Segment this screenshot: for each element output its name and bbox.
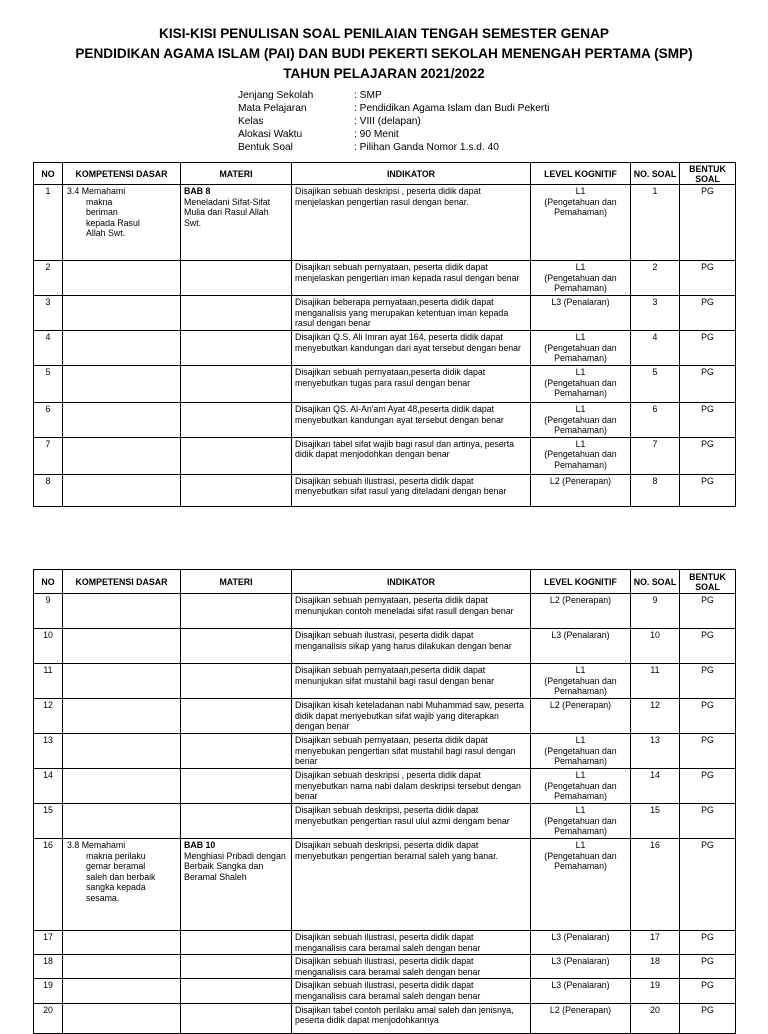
cell-materi xyxy=(181,664,292,699)
cell-indikator: Disajikan sebuah deskripsi , peserta didik dapat menjelaskan pengertian rasul dengan benar. xyxy=(292,185,531,261)
kd-text: beriman xyxy=(86,207,118,218)
cell-indikator: Disajikan sebuah ilustrasi, peserta didik dapat menganalisis cara beramal saleh dengan benar xyxy=(292,955,531,979)
kd-text: sangka kepada xyxy=(86,882,146,893)
table-row xyxy=(34,734,736,769)
document-title-line-3: TAHUN PELAJARAN 2021/2022 xyxy=(283,66,485,81)
cell-materi xyxy=(181,437,292,474)
cell-no: 9 xyxy=(34,594,63,629)
cell-no-soal: 14 xyxy=(631,769,680,804)
cell-no: 17 xyxy=(34,931,63,955)
info-label: Bentuk Soal xyxy=(238,142,293,153)
cell-no: 16 xyxy=(34,839,63,931)
table-row xyxy=(34,261,736,296)
cell-level-kognitif xyxy=(531,331,631,366)
level-text: (Pengetahuan dan xyxy=(544,675,617,686)
kd-first-line xyxy=(67,840,177,851)
table-row xyxy=(34,629,736,664)
cell-bentuk-soal: PG xyxy=(680,979,736,1003)
cell-materi xyxy=(181,804,292,839)
level-text: L2 (Penerapan) xyxy=(549,1004,612,1015)
cell-kompetensi-dasar xyxy=(63,734,181,769)
cell-kompetensi-dasar xyxy=(63,979,181,1003)
cell-kompetensi-dasar xyxy=(63,366,181,403)
cell-bentuk-soal: PG xyxy=(680,331,736,366)
cell-indikator: Disajikan kisah keteladanan nabi Muhammad saw, peserta didik dapat menyebutkan sifat wajib yang diterapkan dengan benar xyxy=(292,699,531,734)
cell-materi xyxy=(181,403,292,438)
header-kompetensi-dasar: KOMPETENSI DASAR xyxy=(63,570,181,594)
level-text: L1 xyxy=(575,770,586,780)
level-text: (Pengetahuan dan xyxy=(544,850,617,861)
cell-level-kognitif xyxy=(531,296,631,331)
cell-indikator: Disajikan sebuah deskripsi , peserta didik dapat menyebutkan nama nabi dalam deskripsi tersebut dengan benar xyxy=(292,769,531,804)
table-row xyxy=(34,331,736,366)
level-text: L1 xyxy=(575,805,586,815)
cell-no: 12 xyxy=(34,699,63,734)
level-text: (Pengetahuan dan xyxy=(544,377,617,388)
cell-level-kognitif xyxy=(531,437,631,474)
materi-text: Meneladani Sifat-Sifat Mulia dari Rasul Allah Swt. xyxy=(184,196,271,228)
level-text: Pemahaman) xyxy=(554,283,607,294)
cell-bentuk-soal: PG xyxy=(680,296,736,331)
cell-bentuk-soal: PG xyxy=(680,437,736,474)
cell-indikator: Disajikan sebuah pernyataan, peserta didik dapat menyebukan pengertian sifat mustahil bagi rasul dengan benar xyxy=(292,734,531,769)
cell-indikator: Disajikan tabel sifat wajib bagi rasul dan artinya, peserta didik dapat menjodohkan dengan benar xyxy=(292,437,531,474)
header-materi: MATERI xyxy=(181,570,292,594)
header-bentuk-soal: BENTUK SOAL xyxy=(680,163,736,185)
cell-indikator: Disajikan sebuah pernyataan, peserta didik dapat menjelaskan pengertian iman kepada rasul dengan benar xyxy=(292,261,531,296)
cell-materi xyxy=(181,366,292,403)
cell-level-kognitif xyxy=(531,1003,631,1033)
header-bentuk-soal: BENTUK SOAL xyxy=(680,570,736,594)
level-text: L1 xyxy=(575,332,586,342)
cell-bentuk-soal: PG xyxy=(680,839,736,931)
level-text: (Pengetahuan dan xyxy=(544,449,617,460)
cell-materi xyxy=(181,296,292,331)
table-row xyxy=(34,296,736,331)
level-text: (Pengetahuan dan xyxy=(544,815,617,826)
cell-no-soal: 16 xyxy=(631,839,680,931)
cell-level-kognitif xyxy=(531,839,631,931)
cell-no: 18 xyxy=(34,955,63,979)
cell-materi xyxy=(181,979,292,1003)
cell-level-kognitif xyxy=(531,474,631,506)
info-row-jenjang xyxy=(238,89,549,102)
level-text: L2 (Penerapan) xyxy=(549,700,612,710)
table-row xyxy=(34,1003,736,1033)
level-text: Pemahaman) xyxy=(554,388,607,399)
cell-bentuk-soal: PG xyxy=(680,769,736,804)
level-text: L3 (Penalaran) xyxy=(551,630,610,640)
cell-level-kognitif xyxy=(531,261,631,296)
cell-materi xyxy=(181,261,292,296)
info-row-mapel xyxy=(238,102,549,115)
kd-text: Memahami xyxy=(81,186,126,196)
table-row xyxy=(34,839,736,931)
level-text: (Pengetahuan dan xyxy=(544,272,617,283)
cell-bentuk-soal: PG xyxy=(680,664,736,699)
info-value: : Pilihan Ganda Nomor 1.s.d. 40 xyxy=(354,142,499,153)
table-row xyxy=(34,664,736,699)
cell-materi xyxy=(181,839,292,931)
info-row-alokasi xyxy=(238,128,549,141)
table-row xyxy=(34,403,736,438)
cell-no-soal: 19 xyxy=(631,979,680,1003)
cell-kompetensi-dasar xyxy=(63,664,181,699)
cell-bentuk-soal: PG xyxy=(680,699,736,734)
cell-level-kognitif xyxy=(531,804,631,839)
cell-no: 2 xyxy=(34,261,63,296)
level-text: L3 (Penalaran) xyxy=(551,980,610,991)
cell-kompetensi-dasar xyxy=(63,931,181,955)
cell-bentuk-soal: PG xyxy=(680,629,736,664)
cell-kompetensi-dasar xyxy=(63,839,181,931)
level-text: Pemahaman) xyxy=(554,791,607,802)
cell-indikator: Disajikan Q.S. Ali Imran ayat 164, peserta didik dapat menyebutkan kandungan dari ayat tersebut dengan benar xyxy=(292,331,531,366)
cell-no-soal: 4 xyxy=(631,331,680,366)
cell-materi xyxy=(181,594,292,629)
cell-no-soal: 1 xyxy=(631,185,680,261)
cell-indikator: Disajikan sebuah deskripsi, peserta didik dapat menyebutkan pengertian rasul ulul azmi dengam benar xyxy=(292,804,531,839)
level-text: Pemahaman) xyxy=(554,756,607,767)
kd-text: sesama. xyxy=(86,892,120,903)
cell-indikator: Disajikan sebuah pernyataan, peserta didik dapat menunjukan contoh meneladai sifat rasull dengan benar xyxy=(292,594,531,629)
cell-kompetensi-dasar xyxy=(63,955,181,979)
table-row xyxy=(34,979,736,1003)
cell-no-soal: 7 xyxy=(631,437,680,474)
cell-no: 11 xyxy=(34,664,63,699)
cell-no: 19 xyxy=(34,979,63,1003)
cell-materi xyxy=(181,769,292,804)
kd-text: saleh dan berbaik xyxy=(86,871,156,882)
cell-no-soal: 12 xyxy=(631,699,680,734)
level-text: L1 xyxy=(575,665,586,675)
table-row xyxy=(34,955,736,979)
info-label: Alokasi Waktu xyxy=(238,129,303,140)
cell-no: 5 xyxy=(34,366,63,403)
header-indikator: INDIKATOR xyxy=(292,570,531,594)
cell-no-soal: 2 xyxy=(631,261,680,296)
level-text: L1 xyxy=(575,438,586,449)
cell-no: 1 xyxy=(34,185,63,261)
cell-no: 15 xyxy=(34,804,63,839)
level-text: L1 xyxy=(575,840,586,850)
cell-materi xyxy=(181,474,292,506)
document-title-line-2: PENDIDIKAN AGAMA ISLAM (PAI) DAN BUDI PEKERTI SEKOLAH MENENGAH PERTAMA (SMP) xyxy=(75,46,693,61)
level-text: L1 xyxy=(575,735,586,745)
cell-no-soal: 3 xyxy=(631,296,680,331)
level-text: (Pengetahuan dan xyxy=(544,745,617,756)
cell-kompetensi-dasar xyxy=(63,185,181,261)
cell-kompetensi-dasar xyxy=(63,403,181,438)
header-level-kognitif: LEVEL KOGNITIF xyxy=(531,570,631,594)
info-row-bentuk xyxy=(238,141,549,154)
cell-no: 7 xyxy=(34,437,63,474)
cell-indikator: Disajikan tabel contoh perilaku amal saleh dan jenisnya, peserta didik dapat menjodohkannya xyxy=(292,1003,531,1033)
cell-indikator: Disajikan sebuah deskripsi, peserta didik dapat menyebutkan pengertian beramal saleh yang banar. xyxy=(292,839,531,931)
cell-no-soal: 17 xyxy=(631,931,680,955)
table-row xyxy=(34,594,736,629)
cell-indikator: Disajikan sebuah ilustrasi, peserta didik dapat menganalisis sikap yang harus dilakukan dengan benar xyxy=(292,629,531,664)
level-text: L3 (Penalaran) xyxy=(551,932,610,942)
cell-materi xyxy=(181,185,292,261)
table-row xyxy=(34,804,736,839)
cell-kompetensi-dasar xyxy=(63,594,181,629)
cell-materi xyxy=(181,331,292,366)
cell-kompetensi-dasar xyxy=(63,804,181,839)
cell-level-kognitif xyxy=(531,931,631,955)
info-label: Kelas xyxy=(238,116,264,127)
cell-materi xyxy=(181,699,292,734)
info-value: : SMP xyxy=(354,90,382,101)
level-text: L2 (Penerapan) xyxy=(549,595,612,605)
cell-no-soal: 13 xyxy=(631,734,680,769)
header-materi: MATERI xyxy=(181,163,292,185)
kisi-kisi-table-1 xyxy=(33,162,736,507)
level-text: L2 (Penerapan) xyxy=(549,475,612,486)
header-no: NO xyxy=(34,570,63,594)
document-title-line-1: KISI-KISI PENULISAN SOAL PENILAIAN TENGAH SEMESTER GENAP xyxy=(159,26,609,41)
cell-no: 20 xyxy=(34,1003,63,1033)
cell-bentuk-soal: PG xyxy=(680,185,736,261)
cell-bentuk-soal: PG xyxy=(680,366,736,403)
cell-kompetensi-dasar xyxy=(63,261,181,296)
table-header-row xyxy=(34,570,736,594)
table-row xyxy=(34,474,736,506)
kd-text: makna xyxy=(86,196,113,207)
level-text: L1 xyxy=(575,262,586,272)
cell-bentuk-soal: PG xyxy=(680,474,736,506)
level-text: L1 xyxy=(575,186,586,196)
cell-no-soal: 5 xyxy=(631,366,680,403)
level-text: L1 xyxy=(575,404,586,414)
cell-bentuk-soal: PG xyxy=(680,594,736,629)
table-row xyxy=(34,699,736,734)
cell-kompetensi-dasar xyxy=(63,1003,181,1033)
materi-text: Menghiasi Pribadi dengan Berbaik Sangka dan Beramal Shaleh xyxy=(184,850,286,882)
header-no-soal: NO. SOAL xyxy=(631,163,680,185)
cell-level-kognitif xyxy=(531,185,631,261)
level-text: L3 (Penalaran) xyxy=(551,956,610,967)
level-text: Pemahaman) xyxy=(554,207,607,218)
cell-bentuk-soal: PG xyxy=(680,804,736,839)
cell-indikator: Disajikan sebuah pernyataan,peserta didik dapat menunjukan sifat mustahil bagi rasul dengan benar xyxy=(292,664,531,699)
cell-indikator: Disajikan sebuah ilustrasi, peserta didik dapat menganalisis cara beramal saleh dengan benar xyxy=(292,979,531,1003)
level-text: Pemahaman) xyxy=(554,686,607,697)
kd-text: Memahami xyxy=(81,840,126,850)
header-no: NO xyxy=(34,163,63,185)
cell-kompetensi-dasar xyxy=(63,699,181,734)
info-label: Mata Pelajaran xyxy=(238,103,307,114)
cell-materi xyxy=(181,629,292,664)
cell-level-kognitif xyxy=(531,769,631,804)
cell-no: 14 xyxy=(34,769,63,804)
cell-bentuk-soal: PG xyxy=(680,734,736,769)
cell-no-soal: 8 xyxy=(631,474,680,506)
kisi-kisi-table-2 xyxy=(33,569,736,1034)
table-row xyxy=(34,185,736,261)
cell-level-kognitif xyxy=(531,629,631,664)
level-text: (Pengetahuan dan xyxy=(544,196,617,207)
header-level-kognitif: LEVEL KOGNITIF xyxy=(531,163,631,185)
cell-level-kognitif xyxy=(531,366,631,403)
cell-level-kognitif xyxy=(531,955,631,979)
cell-kompetensi-dasar xyxy=(63,769,181,804)
cell-no: 10 xyxy=(34,629,63,664)
info-value: : VIII (delapan) xyxy=(354,116,421,127)
kd-text: gemar beramal xyxy=(86,861,146,872)
cell-bentuk-soal: PG xyxy=(680,955,736,979)
level-text: L1 xyxy=(575,367,586,377)
cell-no-soal: 18 xyxy=(631,955,680,979)
cell-level-kognitif xyxy=(531,734,631,769)
cell-materi xyxy=(181,1003,292,1033)
cell-kompetensi-dasar xyxy=(63,331,181,366)
cell-materi xyxy=(181,931,292,955)
kd-number: 3.8 xyxy=(67,840,80,850)
kd-first-line xyxy=(67,186,177,197)
level-text: Pemahaman) xyxy=(554,459,607,470)
header-kompetensi-dasar: KOMPETENSI DASAR xyxy=(63,163,181,185)
cell-indikator: Disajikan QS. Al-An'am Ayat 48,peserta didik dapat menyebutkan kandungan ayat tersebut dengan benar xyxy=(292,403,531,438)
cell-level-kognitif xyxy=(531,594,631,629)
level-text: (Pengetahuan dan xyxy=(544,414,617,425)
cell-kompetensi-dasar xyxy=(63,474,181,506)
cell-bentuk-soal: PG xyxy=(680,261,736,296)
materi-title: BAB 8 xyxy=(184,186,211,196)
cell-level-kognitif xyxy=(531,979,631,1003)
table-row xyxy=(34,931,736,955)
level-text: L3 (Penalaran) xyxy=(551,297,610,307)
table-row xyxy=(34,366,736,403)
cell-indikator: Disajikan sebuah ilustrasi, peserta didik dapat menganalisis cara beramal saleh dengan benar xyxy=(292,931,531,955)
level-text: Pemahaman) xyxy=(554,826,607,837)
table-header-row xyxy=(34,163,736,185)
cell-no: 6 xyxy=(34,403,63,438)
level-text: (Pengetahuan dan xyxy=(544,342,617,353)
cell-no-soal: 9 xyxy=(631,594,680,629)
cell-no: 3 xyxy=(34,296,63,331)
cell-bentuk-soal: PG xyxy=(680,403,736,438)
cell-no-soal: 20 xyxy=(631,1003,680,1033)
info-value: : 90 Menit xyxy=(354,129,399,140)
cell-indikator: Disajikan sebuah pernyataan,peserta didik dapat menyebutkan tugas para rasul dengan benar xyxy=(292,366,531,403)
info-row-kelas xyxy=(238,115,549,128)
kd-text: Allah Swt. xyxy=(86,228,126,239)
cell-kompetensi-dasar xyxy=(63,629,181,664)
level-text: (Pengetahuan dan xyxy=(544,780,617,791)
cell-no: 4 xyxy=(34,331,63,366)
cell-level-kognitif xyxy=(531,403,631,438)
cell-no-soal: 10 xyxy=(631,629,680,664)
table-row xyxy=(34,769,736,804)
cell-level-kognitif xyxy=(531,664,631,699)
cell-bentuk-soal: PG xyxy=(680,1003,736,1033)
level-text: Pemahaman) xyxy=(554,425,607,436)
table-row xyxy=(34,437,736,474)
cell-no: 13 xyxy=(34,734,63,769)
header-indikator: INDIKATOR xyxy=(292,163,531,185)
cell-indikator: Disajikan sebuah ilustrasi, peserta didik dapat menyebutkan sifat rasul yang diteladani dengan benar xyxy=(292,474,531,506)
info-value: : Pendidikan Agama Islam dan Budi Pekerti xyxy=(354,103,550,114)
kd-number: 3.4 xyxy=(67,186,80,196)
kd-text: makna perilaku xyxy=(86,850,146,861)
cell-kompetensi-dasar xyxy=(63,296,181,331)
level-text: Pemahaman) xyxy=(554,861,607,872)
info-label: Jenjang Sekolah xyxy=(238,90,314,101)
cell-no-soal: 11 xyxy=(631,664,680,699)
cell-kompetensi-dasar xyxy=(63,437,181,474)
document-info xyxy=(238,89,549,154)
level-text: Pemahaman) xyxy=(554,353,607,364)
kd-text: kepada Rasul xyxy=(86,217,140,228)
cell-no: 8 xyxy=(34,474,63,506)
cell-level-kognitif xyxy=(531,699,631,734)
header-no-soal: NO. SOAL xyxy=(631,570,680,594)
cell-no-soal: 15 xyxy=(631,804,680,839)
materi-title: BAB 10 xyxy=(184,840,216,850)
cell-materi xyxy=(181,734,292,769)
cell-materi xyxy=(181,955,292,979)
cell-no-soal: 6 xyxy=(631,403,680,438)
cell-indikator: Disajikan beberapa pernyataan,peserta didik dapat menganalisis yang merupakan ketentuan iman kepada rasul dengan benar xyxy=(292,296,531,331)
cell-bentuk-soal: PG xyxy=(680,931,736,955)
